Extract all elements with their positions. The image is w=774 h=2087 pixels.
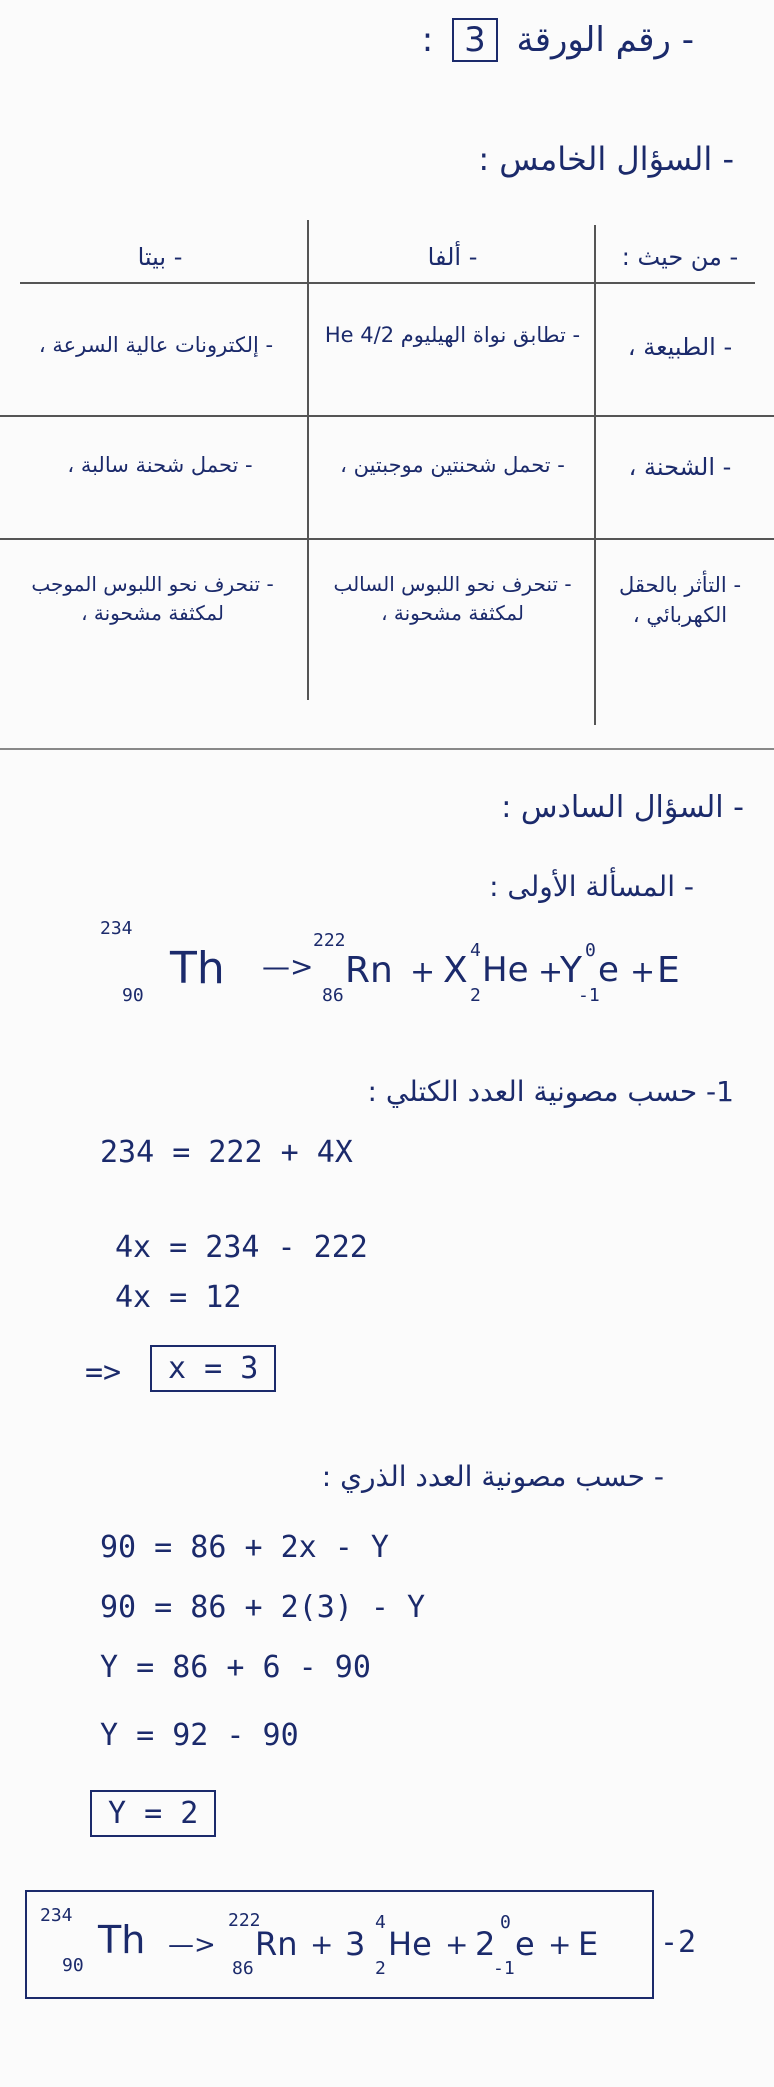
- e-symbol: e: [598, 950, 619, 990]
- sheet-number-colon: :: [421, 20, 434, 60]
- table-row-line-1: [0, 415, 774, 417]
- row2-beta: - تحمل شحنة سالبة ،: [67, 453, 253, 477]
- final-e-atomic-number: -1: [493, 1958, 515, 1979]
- table-row-line-2: [0, 538, 774, 540]
- final-th-mass-number: 234: [40, 1905, 73, 1926]
- reaction-arrow: —>: [262, 950, 314, 983]
- final-rn-atomic-number: 86: [232, 1958, 254, 1979]
- y-coefficient: Y: [560, 950, 582, 991]
- atomic-step-2: 90 = 86 + 2(3) - Y: [100, 1590, 426, 1625]
- table-col-line-2: [594, 225, 596, 725]
- sheet-number-box: 3: [452, 18, 498, 62]
- final-th-symbol: Th: [98, 1918, 146, 1962]
- rn-symbol: Rn: [345, 950, 393, 991]
- energy-symbol: E: [657, 950, 680, 991]
- final-e-mass-number: 0: [500, 1912, 511, 1933]
- implies-arrow: =>: [85, 1355, 122, 1390]
- e-mass-number: 0: [585, 940, 596, 961]
- he-atomic-number: 2: [470, 985, 481, 1006]
- he-mass-number: 4: [470, 940, 481, 961]
- plus-1: +: [410, 955, 436, 990]
- final-he-atomic-number: 2: [375, 1958, 386, 1979]
- final-plus-2: +: [445, 1928, 469, 1961]
- he-symbol: He: [482, 950, 529, 990]
- mass-step-1: 234 = 222 + 4X: [100, 1135, 353, 1170]
- col-header-alpha: - ألفا: [427, 243, 478, 271]
- th-atomic-number: 90: [122, 985, 144, 1006]
- atomic-step-3: Y = 86 + 6 - 90: [100, 1650, 371, 1685]
- col-header-aspect: - من حيث :: [621, 243, 739, 271]
- plus-2: +: [538, 955, 564, 990]
- final-energy-symbol: E: [578, 1925, 599, 1963]
- col-header-beta: - بيتا: [137, 243, 183, 271]
- mass-step-3: 4x = 12: [115, 1280, 242, 1315]
- section-divider: [0, 748, 774, 750]
- th-mass-number: 234: [100, 918, 133, 939]
- final-plus-1: +: [310, 1928, 334, 1961]
- final-plus-3: +: [548, 1928, 572, 1961]
- atomic-conservation-title: - حسب مصونية العدد الذري :: [321, 1460, 664, 1493]
- e-atomic-number: -1: [578, 985, 600, 1006]
- plus-3: +: [630, 955, 656, 990]
- problem1-title: - المسألة الأولى :: [489, 870, 694, 903]
- row3-alpha: - تنحرف نحو اللبوس السالب لمكثفة مشحونة ،: [333, 572, 572, 625]
- rn-mass-number: 222: [313, 930, 346, 951]
- final-he-mass-number: 4: [375, 1912, 386, 1933]
- row2-aspect: - الشحنة ،: [628, 453, 732, 481]
- mass-result-box: x = 3: [150, 1345, 276, 1392]
- row3-beta: - تنحرف نحو اللبوس الموجب لمكثفة مشحونة ،: [31, 572, 274, 625]
- final-he-coefficient: 3: [345, 1925, 366, 1963]
- mass-conservation-title: 1- حسب مصونية العدد الكتلي :: [367, 1075, 734, 1108]
- q5-title: - السؤال الخامس :: [478, 140, 734, 178]
- q6-title: - السؤال السادس :: [501, 790, 744, 825]
- row1-alpha: - تطابق نواة الهيليوم He 4/2: [324, 323, 581, 347]
- final-rn-mass-number: 222: [228, 1910, 261, 1931]
- atomic-step-1: 90 = 86 + 2x - Y: [100, 1530, 389, 1565]
- row2-alpha: - تحمل شحنتين موجبتين ،: [340, 453, 565, 477]
- final-arrow: —>: [168, 1930, 216, 1960]
- atomic-step-4: Y = 92 - 90: [100, 1718, 299, 1753]
- sheet-number-label: - رقم الورقة: [516, 20, 694, 60]
- final-rn-symbol: Rn: [255, 1925, 298, 1963]
- row3-aspect: - التأثر بالحقل الكهربائي ،: [618, 573, 742, 628]
- table-col-line-1: [307, 220, 309, 700]
- sheet-number: [422, 18, 694, 62]
- atomic-result-box: Y = 2: [90, 1790, 216, 1837]
- x-coefficient: X: [443, 950, 468, 991]
- row1-beta: - إلكترونات عالية السرعة ،: [38, 333, 274, 357]
- mass-step-2: 4x = 234 - 222: [115, 1230, 368, 1265]
- table-header-line: [20, 282, 755, 284]
- rn-atomic-number: 86: [322, 985, 344, 1006]
- final-th-atomic-number: 90: [62, 1955, 84, 1976]
- final-he-symbol: He: [388, 1925, 432, 1963]
- final-e-symbol: e: [515, 1925, 535, 1963]
- row1-aspect: - الطبيعة ،: [627, 333, 733, 361]
- final-label: -2: [660, 1925, 697, 1960]
- th-symbol: Th: [170, 943, 225, 994]
- final-e-coefficient: 2: [475, 1925, 496, 1963]
